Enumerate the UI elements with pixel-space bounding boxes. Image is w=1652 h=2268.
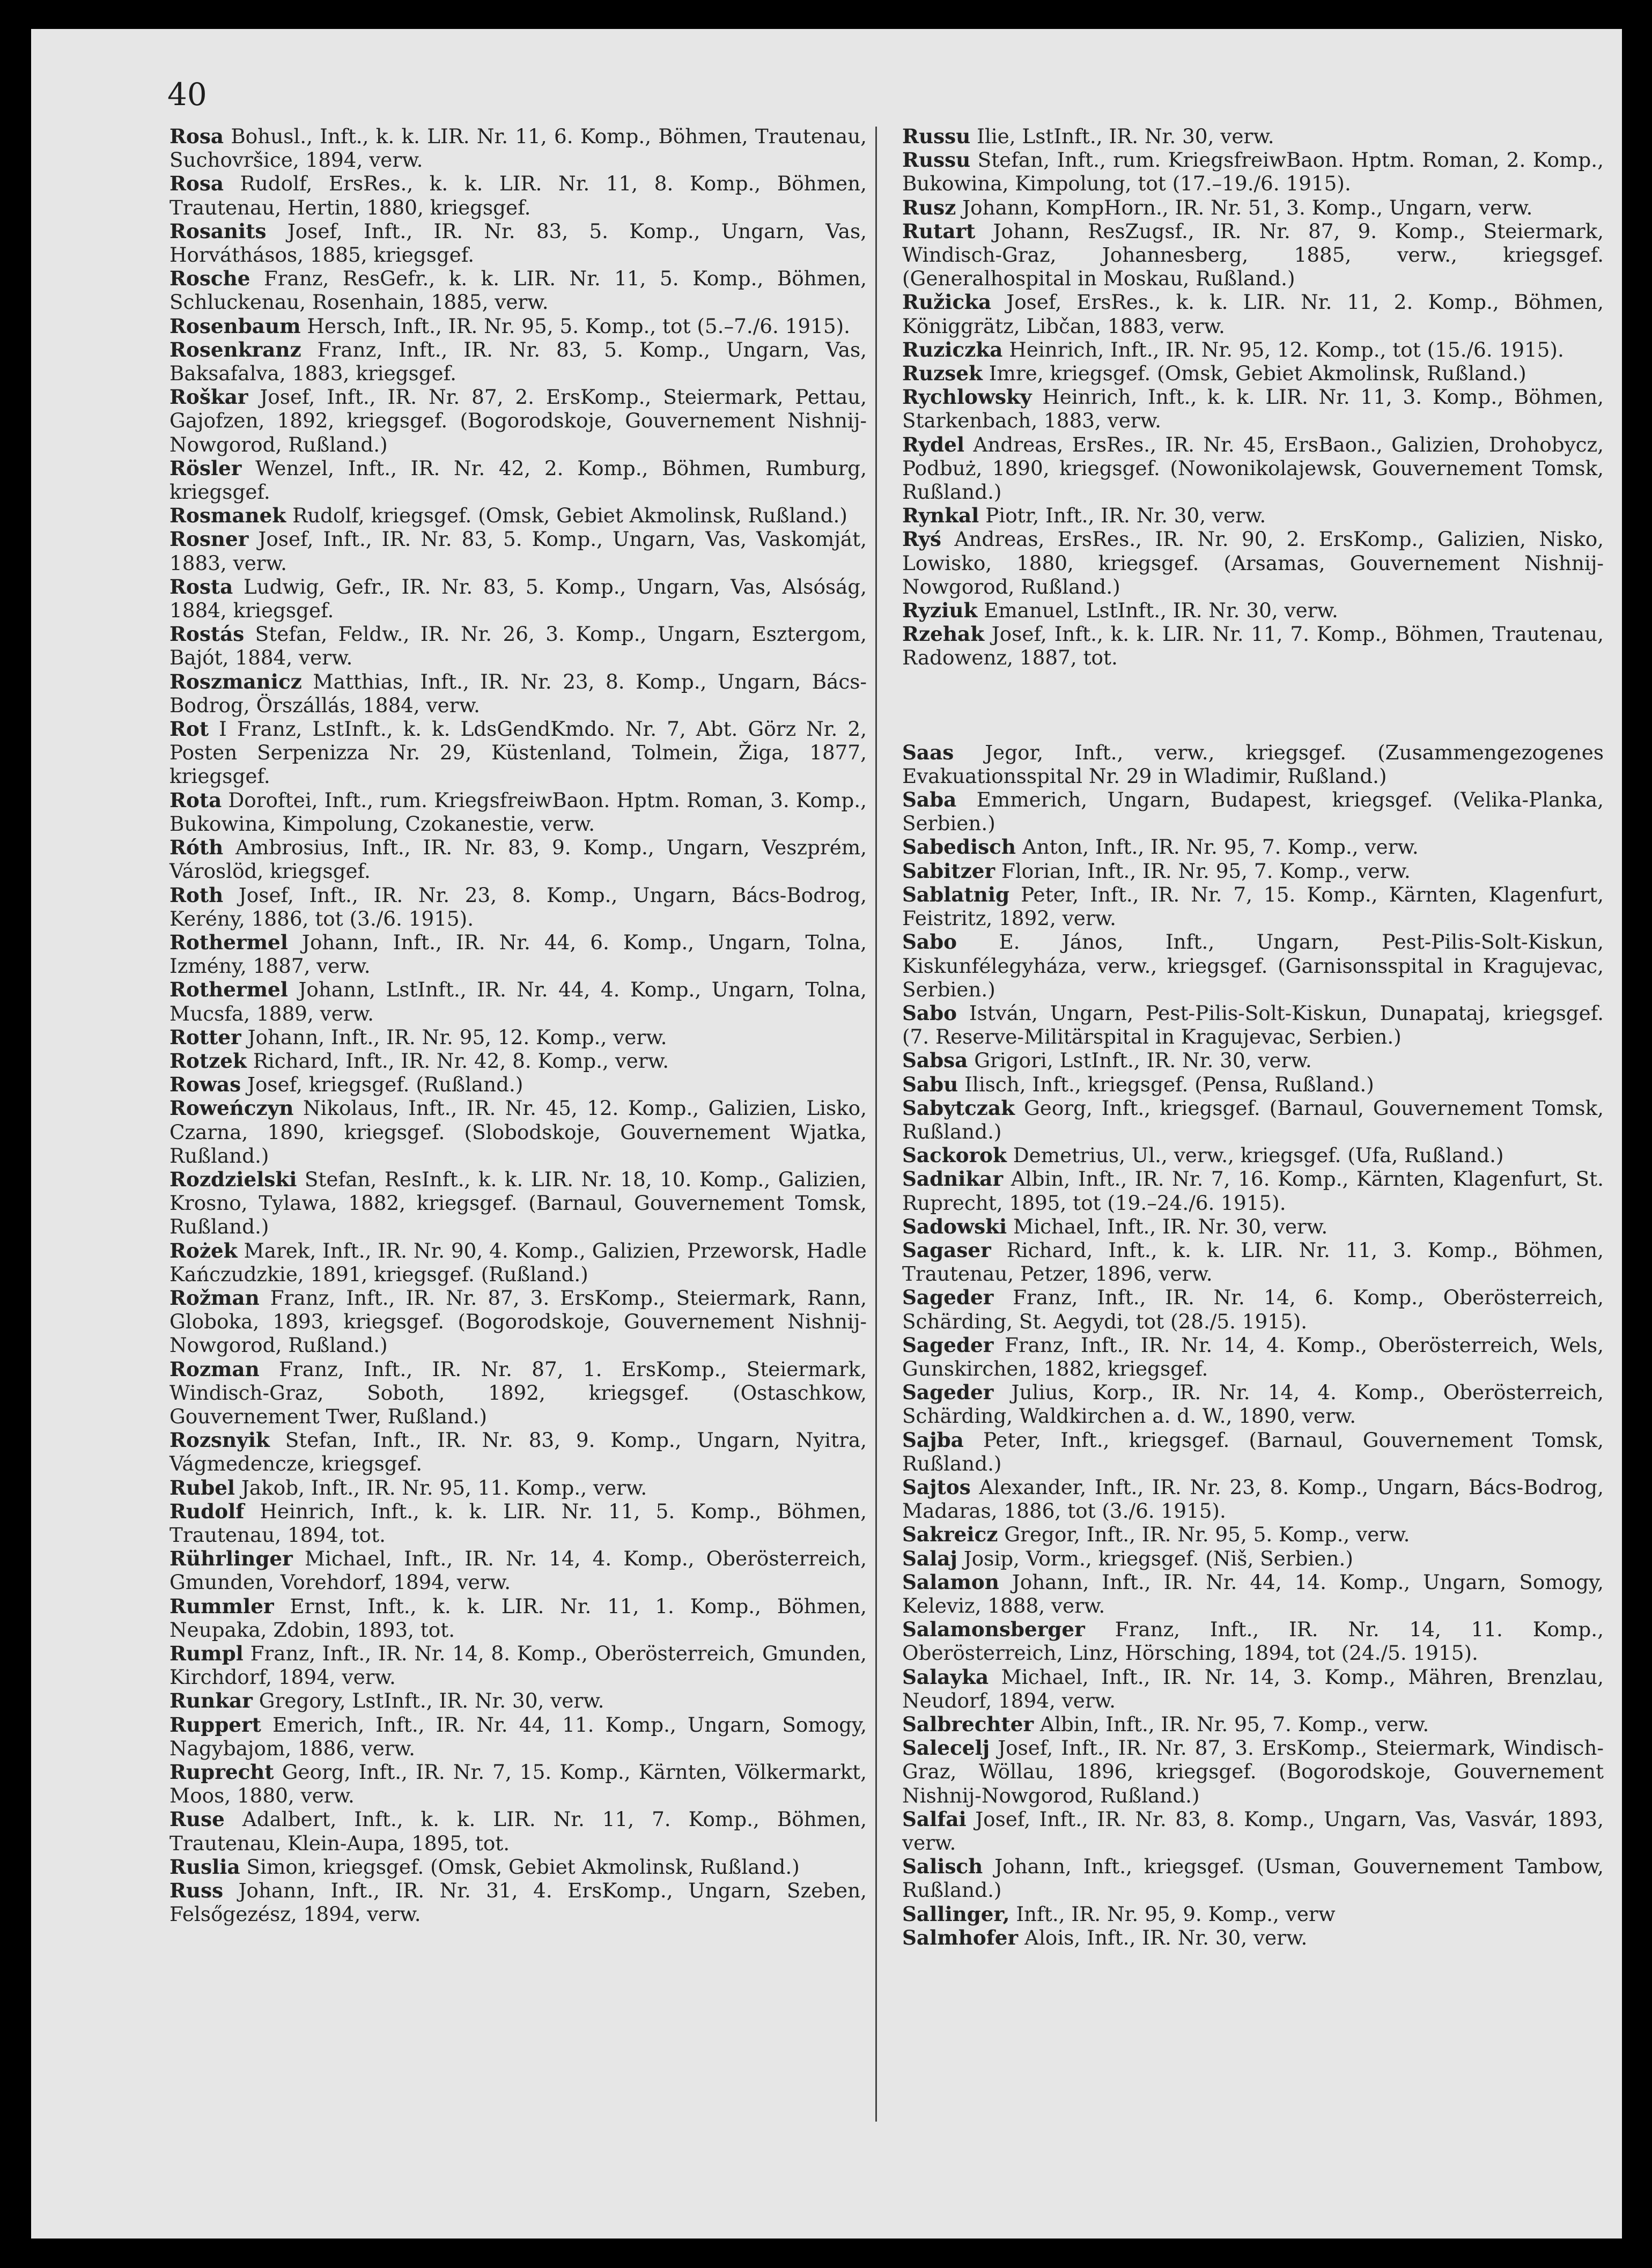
list-item bbox=[902, 1143, 1604, 1167]
entry-details: Wenzel, Inft., IR. Nr. 42, 2. Komp., Böhmen, Rumburg, kriegsgef. bbox=[169, 456, 867, 504]
entry-surname: Rosanits bbox=[169, 219, 267, 243]
entry-details: Josef, Inft., IR. Nr. 83, 8. Komp., Ungarn, Vas, Vasvár, 1893, verw. bbox=[902, 1807, 1604, 1855]
list-item bbox=[902, 1547, 1604, 1570]
entry-details: Florian, Inft., IR. Nr. 95, 7. Komp., verw. bbox=[1001, 859, 1411, 883]
entry-details: Ambrosius, Inft., IR. Nr. 83, 9. Komp., Ungarn, Veszprém, Városlöd, kriegsgef. bbox=[169, 836, 867, 883]
entry-surname: Rudolf bbox=[169, 1499, 245, 1523]
list-item bbox=[169, 314, 867, 338]
entry-surname: Salisch bbox=[902, 1855, 983, 1879]
entry-details: Gregory, LstInft., IR. Nr. 30, verw. bbox=[259, 1689, 604, 1713]
entry-surname: Rutart bbox=[902, 219, 976, 243]
list-item bbox=[169, 1428, 867, 1475]
list-item bbox=[902, 599, 1604, 622]
list-item bbox=[902, 1926, 1604, 1949]
entry-surname: Salmhofer bbox=[902, 1925, 1019, 1949]
entry-details: Nikolaus, Inft., IR. Nr. 45, 12. Komp., Galizien, Lisko, Czarna, 1890, kriegsgef. (Slobodskoje, Gouvernement Wjatka, Rußland.) bbox=[169, 1096, 867, 1168]
list-item bbox=[169, 1760, 867, 1807]
list-item bbox=[902, 859, 1604, 883]
list-item bbox=[902, 1475, 1604, 1523]
entry-details: Marek, Inft., IR. Nr. 90, 4. Komp., Galizien, Przeworsk, Hadle Kańczudzkie, 1891, kriegsgef. (Rußland.) bbox=[169, 1238, 867, 1286]
entry-details: Richard, Inft., IR. Nr. 42, 8. Komp., verw. bbox=[253, 1048, 669, 1073]
list-item bbox=[902, 385, 1604, 432]
entry-surname: Sabsa bbox=[902, 1048, 968, 1073]
list-item bbox=[902, 433, 1604, 504]
list-item bbox=[169, 1855, 867, 1879]
entry-surname: Russu bbox=[902, 148, 971, 172]
list-item bbox=[902, 883, 1604, 930]
list-item bbox=[169, 1025, 867, 1049]
entry-details: E. János, Inft., Ungarn, Pest-Pilis-Solt-Kiskun, Kiskunfélegyháza, verw., kriegsgef. (Garnisonsspital in Kragujevac, Serbien.) bbox=[902, 930, 1604, 1001]
entry-surname: Róth bbox=[169, 836, 224, 860]
entry-details: Emanuel, LstInft., IR. Nr. 30, verw. bbox=[984, 599, 1338, 623]
list-item bbox=[902, 1428, 1604, 1475]
entry-details: Michael, Inft., IR. Nr. 14, 4. Komp., Oberösterreich, Gmunden, Vorehdorf, 1894, verw. bbox=[169, 1547, 867, 1594]
entry-surname: Rosa bbox=[169, 172, 224, 196]
list-item bbox=[902, 1167, 1604, 1214]
entry-details: Bohusl., Inft., k. k. LIR. Nr. 11, 6. Komp., Böhmen, Trautenau, Suchovršice, 1894, verw. bbox=[169, 124, 867, 172]
list-item bbox=[169, 456, 867, 504]
list-item bbox=[169, 622, 867, 669]
entry-details: Demetrius, Ul., verw., kriegsgef. (Ufa, Rußland.) bbox=[1013, 1143, 1504, 1168]
entry-details: Peter, Inft., kriegsgef. (Barnaul, Gouvernement Tomsk, Rußland.) bbox=[902, 1428, 1604, 1475]
entry-details: Anton, Inft., IR. Nr. 95, 7. Komp., verw. bbox=[1022, 835, 1419, 859]
entry-details: Josef, Inft., IR. Nr. 87, 3. ErsKomp., Steiermark, Windisch-Graz, Wöllau, 1896, kriegsgef. (Bogorodskoje, Gouvernement Nishnij-Nowgorod, Rußland.) bbox=[902, 1736, 1604, 1807]
entry-surname: Ruslia bbox=[169, 1855, 240, 1879]
entry-details: Franz, Inft., IR. Nr. 14, 6. Komp., Oberösterreich, Schärding, St. Aegydi, tot (28./5. 1915). bbox=[902, 1286, 1604, 1333]
entry-surname: Sabytczak bbox=[902, 1096, 1015, 1120]
list-item bbox=[902, 1665, 1604, 1712]
list-item bbox=[902, 1736, 1604, 1807]
entry-surname: Sabu bbox=[902, 1072, 958, 1096]
entry-details: Albin, Inft., IR. Nr. 95, 7. Komp., verw. bbox=[1040, 1712, 1429, 1736]
list-item bbox=[902, 1807, 1604, 1855]
list-item bbox=[169, 1547, 867, 1594]
entry-surname: Rostás bbox=[169, 622, 245, 646]
entry-details: Josef, Inft., IR. Nr. 87, 2. ErsKomp., Steiermark, Pettau, Gajofzen, 1892, kriegsgef. (Bogorodskoje, Gouvernement Nishnij-Nowgorod, Rußland.) bbox=[169, 385, 867, 456]
entry-surname: Sakreicz bbox=[902, 1523, 998, 1547]
entry-details: Adalbert, Inft., k. k. LIR. Nr. 11, 7. Komp., Böhmen, Trautenau, Klein-Aupa, 1895, tot. bbox=[169, 1807, 867, 1855]
list-item bbox=[902, 1523, 1604, 1546]
entry-surname: Rowas bbox=[169, 1073, 241, 1097]
entry-surname: Roszmanicz bbox=[169, 669, 302, 693]
entry-details: Heinrich, Inft., k. k. LIR. Nr. 11, 3. Komp., Böhmen, Starkenbach, 1883, verw. bbox=[902, 385, 1604, 433]
list-item bbox=[169, 1073, 867, 1096]
entry-details: Doroftei, Inft., rum. KriegsfreiwBaon. Hptm. Roman, 3. Komp., Bukowina, Kimpolung, Czokanestie, verw. bbox=[169, 788, 867, 836]
list-item bbox=[169, 338, 867, 385]
list-item bbox=[169, 1049, 867, 1073]
entry-surname: Sabedisch bbox=[902, 835, 1016, 859]
entry-details: Stefan, Feldw., IR. Nr. 26, 3. Komp., Ungarn, Esztergom, Bajót, 1884, verw. bbox=[169, 622, 867, 670]
entry-details: Franz, Inft., IR. Nr. 14, 4. Komp., Oberösterreich, Wels, Gunskirchen, 1882, kriegsgef. bbox=[902, 1333, 1604, 1380]
list-item bbox=[169, 1286, 867, 1357]
entry-surname: Salfai bbox=[902, 1807, 967, 1831]
list-item bbox=[169, 124, 867, 172]
list-item bbox=[169, 504, 867, 527]
list-item bbox=[902, 788, 1604, 835]
entry-details: Josef, Inft., IR. Nr. 83, 5. Komp., Ungarn, Vas, Vaskomját, 1883, verw. bbox=[169, 527, 867, 575]
entry-surname: Rozsnyik bbox=[169, 1428, 270, 1452]
list-item bbox=[902, 527, 1604, 599]
entry-surname: Ryziuk bbox=[902, 599, 978, 623]
list-item bbox=[169, 172, 867, 219]
list-item bbox=[902, 196, 1604, 219]
list-item bbox=[902, 1096, 1604, 1143]
entry-surname: Rotter bbox=[169, 1025, 241, 1049]
entry-details: Johann, Inft., IR. Nr. 95, 12. Komp., verw. bbox=[247, 1025, 667, 1049]
list-item bbox=[169, 1499, 867, 1547]
entry-surname: Roth bbox=[169, 883, 224, 907]
entry-surname: Sackorok bbox=[902, 1143, 1007, 1168]
entry-details: Hersch, Inft., IR. Nr. 95, 5. Komp., tot (5.–7./6. 1915). bbox=[307, 314, 851, 338]
entry-surname: Salecelj bbox=[902, 1736, 990, 1760]
entry-surname: Rothermel bbox=[169, 930, 288, 954]
list-item bbox=[902, 1048, 1604, 1072]
entry-surname: Rožman bbox=[169, 1286, 260, 1310]
entry-surname: Sabo bbox=[902, 1001, 957, 1025]
list-item bbox=[169, 1807, 867, 1855]
entry-surname: Russu bbox=[902, 124, 971, 148]
entry-surname: Ruppert bbox=[169, 1712, 261, 1737]
entry-details: Josef, Inft., IR. Nr. 83, 5. Komp., Ungarn, Vas, Horváthásos, 1885, kriegsgef. bbox=[169, 219, 867, 267]
entry-details: Josef, Inft., k. k. LIR. Nr. 11, 7. Komp., Böhmen, Trautenau, Radowenz, 1887, tot. bbox=[902, 622, 1604, 670]
entry-surname: Salamon bbox=[902, 1570, 999, 1594]
column-divider bbox=[875, 127, 877, 2122]
entry-surname: Saas bbox=[902, 740, 954, 764]
entry-surname: Sageder bbox=[902, 1333, 994, 1357]
entry-surname: Ruprecht bbox=[169, 1760, 274, 1784]
entry-surname: Rubel bbox=[169, 1475, 235, 1499]
list-item bbox=[902, 622, 1604, 669]
entry-details: Josef, kriegsgef. (Rußland.) bbox=[247, 1073, 523, 1097]
list-item bbox=[169, 1239, 867, 1286]
entry-details: Gregor, Inft., IR. Nr. 95, 5. Komp., verw. bbox=[1004, 1523, 1410, 1547]
entry-details: Franz, ResGefr., k. k. LIR. Nr. 11, 5. Komp., Böhmen, Schluckenau, Rosenhain, 1885, verw. bbox=[169, 267, 867, 314]
right-column-s-entries bbox=[902, 741, 1604, 1949]
entry-details: Josef, ErsRes., k. k. LIR. Nr. 11, 2. Komp., Böhmen, Königgrätz, Libčan, 1883, verw. bbox=[902, 290, 1604, 338]
entry-surname: Sageder bbox=[902, 1380, 994, 1405]
entry-details: Jakob, Inft., IR. Nr. 95, 11. Komp., verw. bbox=[241, 1475, 647, 1499]
list-item bbox=[169, 1096, 867, 1168]
entry-details: István, Ungarn, Pest-Pilis-Solt-Kiskun, Dunapataj, kriegsgef. (7. Reserve-Militärspital in Kragujevac, Serbien.) bbox=[902, 1001, 1604, 1049]
entry-surname: Ružicka bbox=[902, 290, 992, 314]
list-item bbox=[169, 219, 867, 267]
list-item bbox=[169, 930, 867, 978]
entry-surname: Sajba bbox=[902, 1428, 964, 1452]
entry-surname: Rusz bbox=[902, 195, 956, 219]
entry-surname: Ruziczka bbox=[902, 337, 1003, 361]
entry-details: Stefan, Inft., IR. Nr. 83, 9. Komp., Ungarn, Nyitra, Vágmedencze, kriegsgef. bbox=[169, 1428, 867, 1476]
entry-details: Ludwig, Gefr., IR. Nr. 83, 5. Komp., Ungarn, Vas, Alsóság, 1884, kriegsgef. bbox=[169, 574, 867, 623]
entry-surname: Sagaser bbox=[902, 1238, 991, 1262]
entry-surname: Runkar bbox=[169, 1689, 253, 1713]
list-item bbox=[902, 1570, 1604, 1617]
entry-details: Michael, Inft., IR. Nr. 14, 3. Komp., Mähren, Brenzlau, Neudorf, 1894, verw. bbox=[902, 1665, 1604, 1712]
entry-details: Josef, Inft., IR. Nr. 23, 8. Komp., Ungarn, Bács-Bodrog, Kerény, 1886, tot (3./6. 1915). bbox=[169, 883, 867, 930]
entry-surname: Sabitzer bbox=[902, 859, 995, 883]
entry-details: Johann, LstInft., IR. Nr. 44, 4. Komp., Ungarn, Tolna, Mucsfa, 1889, verw. bbox=[169, 978, 867, 1025]
entry-surname: Rot bbox=[169, 717, 209, 741]
list-item bbox=[902, 148, 1604, 195]
entry-details: Jegor, Inft., verw., kriegsgef. (Zusammengezogenes Evakuationsspital Nr. 29 in Wladimir, Rußland.) bbox=[902, 740, 1604, 788]
entry-surname: Rumpl bbox=[169, 1642, 244, 1665]
list-item bbox=[169, 1357, 867, 1429]
list-item bbox=[169, 788, 867, 836]
entry-surname: Rotzek bbox=[169, 1048, 247, 1073]
entry-details: Ernst, Inft., k. k. LIR. Nr. 11, 1. Komp., Böhmen, Neupaka, Zdobin, 1893, tot. bbox=[169, 1594, 867, 1642]
entry-details: Richard, Inft., k. k. LIR. Nr. 11, 3. Komp., Böhmen, Trautenau, Petzer, 1896, verw. bbox=[902, 1238, 1604, 1286]
entry-details: Peter, Inft., IR. Nr. 7, 15. Komp., Kärnten, Klagenfurt, Feistritz, 1892, verw. bbox=[902, 882, 1604, 930]
list-item bbox=[169, 575, 867, 622]
entry-details: Ilisch, Inft., kriegsgef. (Pensa, Rußland.) bbox=[964, 1072, 1374, 1096]
entry-details: Alexander, Inft., IR. Nr. 23, 8. Komp., Ungarn, Bács-Bodrog, Madaras, 1886, tot (3./6. 1915). bbox=[902, 1475, 1604, 1523]
entry-surname: Russ bbox=[169, 1879, 224, 1903]
list-item bbox=[169, 1689, 867, 1712]
right-column-r-entries bbox=[902, 124, 1604, 670]
entry-details: Johann, Inft., IR. Nr. 44, 6. Komp., Ungarn, Tolna, Izmény, 1887, verw. bbox=[169, 930, 867, 978]
list-item bbox=[902, 504, 1604, 527]
entry-details: Grigori, LstInft., IR. Nr. 30, verw. bbox=[974, 1048, 1312, 1073]
entry-details: Rudolf, ErsRes., k. k. LIR. Nr. 11, 8. Komp., Böhmen, Trautenau, Hertin, 1880, kriegsgef. bbox=[169, 172, 867, 219]
list-item bbox=[169, 1879, 867, 1926]
entry-details: Imre, kriegsgef. (Omsk, Gebiet Akmolinsk, Rußland.) bbox=[989, 361, 1526, 386]
entry-surname: Rynkal bbox=[902, 504, 979, 528]
list-item bbox=[902, 290, 1604, 337]
list-item bbox=[169, 385, 867, 456]
entry-details: Johann, Inft., IR. Nr. 44, 14. Komp., Ungarn, Somogy, Keleviz, 1888, verw. bbox=[902, 1570, 1604, 1617]
entry-details: Heinrich, Inft., k. k. LIR. Nr. 11, 5. Komp., Böhmen, Trautenau, 1894, tot. bbox=[169, 1499, 867, 1547]
list-item bbox=[169, 1713, 867, 1760]
entry-surname: Sablatnig bbox=[902, 882, 1010, 906]
list-item bbox=[902, 1001, 1604, 1048]
section-gap bbox=[902, 670, 1604, 741]
list-item bbox=[902, 124, 1604, 148]
entry-details: Franz, Inft., IR. Nr. 14, 8. Komp., Oberösterreich, Gmunden, Kirchdorf, 1894, verw. bbox=[169, 1642, 867, 1689]
entry-surname: Salayka bbox=[902, 1665, 989, 1689]
entry-details: Albin, Inft., IR. Nr. 7, 16. Komp., Kärnten, Klagenfurt, St. Ruprecht, 1895, tot (19.–24./6. 1915). bbox=[902, 1167, 1604, 1215]
entry-surname: Sageder bbox=[902, 1286, 994, 1310]
entry-surname: Sabo bbox=[902, 930, 957, 954]
entry-surname: Sadowski bbox=[902, 1214, 1007, 1238]
entry-surname: Rührlinger bbox=[169, 1547, 293, 1571]
list-item bbox=[169, 670, 867, 717]
entry-details: Simon, kriegsgef. (Omsk, Gebiet Akmolinsk, Rußland.) bbox=[246, 1855, 800, 1879]
list-item bbox=[902, 930, 1604, 1001]
entry-surname: Roweńczyn bbox=[169, 1096, 294, 1120]
list-item bbox=[169, 1594, 867, 1642]
entry-surname: Roškar bbox=[169, 385, 248, 409]
entry-surname: Rosmanek bbox=[169, 504, 286, 528]
list-item bbox=[902, 1286, 1604, 1333]
list-item bbox=[169, 717, 867, 788]
entry-details: Johann, ResZugsf., IR. Nr. 87, 9. Komp., Steiermark, Windisch-Graz, Johannesberg, 1885, verw., kriegsgef. (Generalhospital in Moskau, Rußland.) bbox=[902, 219, 1604, 291]
entry-surname: Rosa bbox=[169, 124, 224, 148]
entry-details: Matthias, Inft., IR. Nr. 23, 8. Komp., Ungarn, Bács-Bodrog, Örszállás, 1884, verw. bbox=[169, 669, 867, 717]
list-item bbox=[902, 1617, 1604, 1665]
page-number: 40 bbox=[167, 76, 207, 113]
entry-details: Julius, Korp., IR. Nr. 14, 4. Komp., Oberösterreich, Schärding, Waldkirchen a. d. W., 1890, verw. bbox=[902, 1380, 1604, 1428]
entry-details: Josip, Vorm., kriegsgef. (Niš, Serbien.) bbox=[963, 1546, 1353, 1570]
entry-surname: Rozman bbox=[169, 1357, 260, 1381]
entry-details: I Franz, LstInft., k. k. LdsGendKmdo. Nr. 7, Abt. Görz Nr. 2, Posten Serpenizza Nr. 29, Küstenland, Tolmein, Žiga, 1877, kriegsgef. bbox=[169, 717, 867, 788]
list-item bbox=[902, 1380, 1604, 1428]
entry-details: Heinrich, Inft., IR. Nr. 95, 12. Komp., tot (15./6. 1915). bbox=[1009, 337, 1564, 361]
list-item bbox=[902, 1902, 1604, 1926]
list-item bbox=[902, 741, 1604, 788]
entry-surname: Ruzsek bbox=[902, 361, 983, 386]
list-item bbox=[169, 836, 867, 883]
entry-details: Franz, Inft., IR. Nr. 14, 11. Komp., Oberösterreich, Linz, Hörsching, 1894, tot (24./5. 1915). bbox=[902, 1617, 1604, 1665]
entry-surname: Rozdzielski bbox=[169, 1167, 297, 1191]
entry-surname: Rosta bbox=[169, 574, 233, 599]
list-item bbox=[902, 1712, 1604, 1736]
entry-details: Andreas, ErsRes., IR. Nr. 45, ErsBaon., Galizien, Drohobycz, Podbuż, 1890, kriegsgef. (Nowonikolajewsk, Gouvernement Tomsk, Rußland.) bbox=[902, 432, 1604, 504]
list-item bbox=[169, 267, 867, 314]
list-item bbox=[902, 1073, 1604, 1096]
entry-details: Rudolf, kriegsgef. (Omsk, Gebiet Akmolinsk, Rußland.) bbox=[292, 504, 847, 528]
entry-surname: Rothermel bbox=[169, 978, 288, 1002]
list-item bbox=[902, 219, 1604, 291]
list-item bbox=[169, 1168, 867, 1239]
entry-surname: Rosenbaum bbox=[169, 314, 301, 338]
list-item bbox=[902, 835, 1604, 859]
list-item bbox=[902, 1238, 1604, 1286]
entry-details: Franz, Inft., IR. Nr. 83, 5. Komp., Ungarn, Vas, Baksafalva, 1883, kriegsgef. bbox=[169, 337, 867, 386]
list-item bbox=[902, 361, 1604, 385]
entry-surname: Salbrechter bbox=[902, 1712, 1034, 1736]
entry-details: Georg, Inft., IR. Nr. 7, 15. Komp., Kärnten, Völkermarkt, Moos, 1880, verw. bbox=[169, 1760, 867, 1808]
entry-details: Piotr, Inft., IR. Nr. 30, verw. bbox=[985, 504, 1266, 528]
right-column bbox=[902, 124, 1604, 1949]
entry-details: Andreas, ErsRes., IR. Nr. 90, 2. ErsKomp., Galizien, Nisko, Lowisko, 1880, kriegsgef. (Arsamas, Gouvernement Nishnij-Nowgorod, Rußland.) bbox=[902, 527, 1604, 599]
entry-details: Johann, KompHorn., IR. Nr. 51, 3. Komp., Ungarn, verw. bbox=[962, 195, 1533, 219]
entry-details: Stefan, Inft., rum. KriegsfreiwBaon. Hptm. Roman, 2. Komp., Bukowina, Kimpolung, tot (17.–19./6. 1915). bbox=[902, 148, 1604, 196]
list-item bbox=[902, 1215, 1604, 1238]
list-item bbox=[169, 527, 867, 574]
entry-surname: Rzehak bbox=[902, 622, 985, 646]
list-item bbox=[902, 1333, 1604, 1380]
entry-surname: Rummler bbox=[169, 1594, 274, 1618]
entry-details: Johann, Inft., kriegsgef. (Usman, Gouvernement Tambow, Rußland.) bbox=[902, 1855, 1604, 1902]
entry-details: Emerich, Inft., IR. Nr. 44, 11. Komp., Ungarn, Somogy, Nagybajom, 1886, verw. bbox=[169, 1712, 867, 1760]
entry-details: Michael, Inft., IR. Nr. 30, verw. bbox=[1013, 1214, 1328, 1238]
entry-details: Georg, Inft., kriegsgef. (Barnaul, Gouvernement Tomsk, Rußland.) bbox=[902, 1096, 1604, 1143]
entry-details: Inft., IR. Nr. 95, 9. Komp., verw bbox=[1016, 1902, 1336, 1926]
left-column bbox=[169, 124, 867, 1926]
list-item bbox=[169, 1476, 867, 1499]
entry-details: Johann, Inft., IR. Nr. 31, 4. ErsKomp., Ungarn, Szeben, Felsőgezész, 1894, verw. bbox=[169, 1879, 867, 1926]
entry-details: Ilie, LstInft., IR. Nr. 30, verw. bbox=[977, 124, 1274, 148]
entry-surname: Rota bbox=[169, 788, 222, 812]
entry-surname: Rosche bbox=[169, 267, 250, 291]
list-item bbox=[902, 338, 1604, 361]
entry-details: Franz, Inft., IR. Nr. 87, 3. ErsKomp., Steiermark, Rann, Globoka, 1893, kriegsgef. (Bogorodskoje, Gouvernement Nishnij-Nowgorod, Rußland.) bbox=[169, 1286, 867, 1357]
entry-details: Emmerich, Ungarn, Budapest, kriegsgef. (Velika-Planka, Serbien.) bbox=[902, 788, 1604, 836]
entry-surname: Rychlowsky bbox=[902, 385, 1032, 409]
entry-details: Stefan, ResInft., k. k. LIR. Nr. 18, 10. Komp., Galizien, Krosno, Tylawa, 1882, kriegsgef. (Barnaul, Gouvernement Tomsk, Rußland.) bbox=[169, 1167, 867, 1239]
entry-surname: Sadnikar bbox=[902, 1167, 1004, 1191]
entry-surname: Sajtos bbox=[902, 1475, 971, 1499]
entry-surname: Saba bbox=[902, 788, 957, 812]
entry-details: Franz, Inft., IR. Nr. 87, 1. ErsKomp., Steiermark, Windisch-Graz, Soboth, 1892, kriegsgef. (Ostaschkow, Gouvernement Twer, Rußland.) bbox=[169, 1357, 867, 1428]
entry-surname: Ruse bbox=[169, 1807, 225, 1831]
entry-surname: Rosner bbox=[169, 527, 249, 551]
entry-surname: Ryś bbox=[902, 527, 942, 551]
list-item bbox=[169, 1642, 867, 1689]
list-item bbox=[902, 1855, 1604, 1902]
list-item bbox=[169, 883, 867, 930]
entry-surname: Rydel bbox=[902, 432, 964, 456]
list-item bbox=[169, 978, 867, 1025]
entry-surname: Salamonsberger bbox=[902, 1617, 1085, 1642]
entry-details: Alois, Inft., IR. Nr. 30, verw. bbox=[1024, 1925, 1308, 1949]
entry-surname: Rösler bbox=[169, 456, 242, 480]
entry-surname: Rożek bbox=[169, 1238, 238, 1262]
entry-surname: Rosenkranz bbox=[169, 337, 301, 361]
entry-surname: Sallinger, bbox=[902, 1902, 1010, 1926]
entry-surname: Salaj bbox=[902, 1546, 957, 1570]
